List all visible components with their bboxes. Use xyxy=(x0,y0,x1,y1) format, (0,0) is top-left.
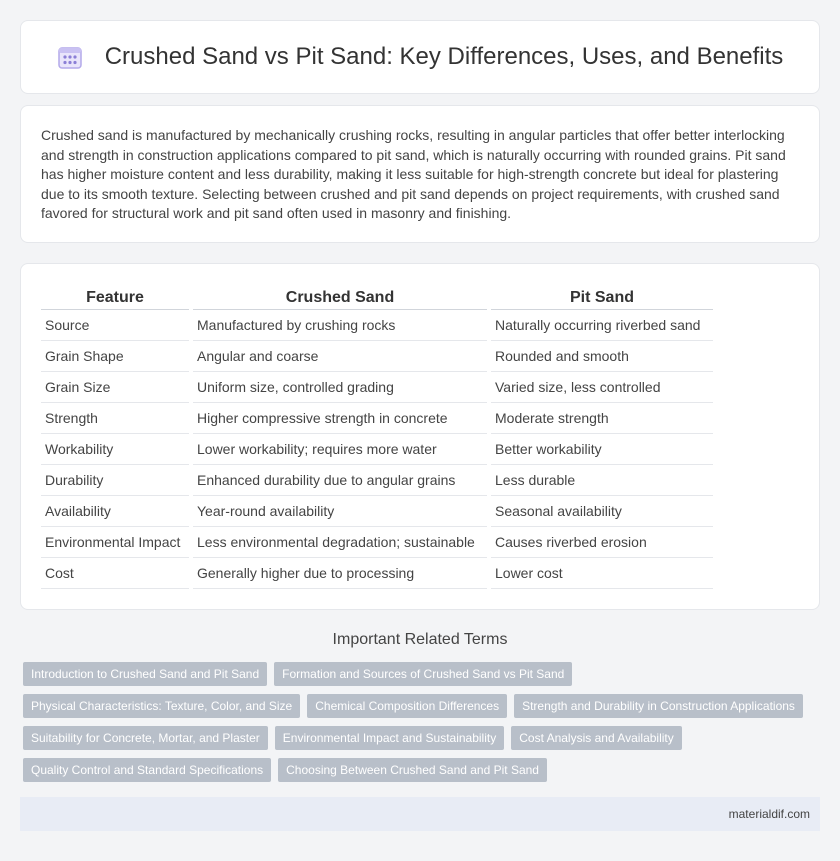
cell-pit: Less durable xyxy=(491,465,713,496)
related-terms-heading: Important Related Terms xyxy=(332,631,508,648)
related-term-tag[interactable]: Physical Characteristics: Texture, Color, and Size xyxy=(23,694,300,718)
header-crushed-sand: Crushed Sand xyxy=(193,287,487,310)
related-term-tag[interactable]: Choosing Between Crushed Sand and Pit Sand xyxy=(278,758,547,782)
cell-crushed: Generally higher due to processing xyxy=(193,558,487,589)
page-title: Crushed Sand vs Pit Sand: Key Differences, Uses, and Benefits xyxy=(104,43,784,70)
page-title-wrap xyxy=(57,43,784,71)
cell-feature: Grain Shape xyxy=(41,341,189,372)
cell-crushed: Enhanced durability due to angular grains xyxy=(193,465,487,496)
cell-pit: Seasonal availability xyxy=(491,496,713,527)
cell-feature: Cost xyxy=(41,558,189,589)
related-term-tag[interactable]: Cost Analysis and Availability xyxy=(511,726,682,750)
footer xyxy=(20,797,820,831)
cell-crushed: Uniform size, controlled grading xyxy=(193,372,487,403)
table-row xyxy=(41,558,713,589)
table-row xyxy=(41,527,713,558)
table-row xyxy=(41,372,713,403)
table-row xyxy=(41,403,713,434)
cell-pit: Moderate strength xyxy=(491,403,713,434)
related-term-tag[interactable]: Quality Control and Standard Specifications xyxy=(23,758,271,782)
table-row xyxy=(41,310,713,341)
table-row xyxy=(41,465,713,496)
cell-crushed: Lower workability; requires more water xyxy=(193,434,487,465)
related-terms-list xyxy=(23,662,823,790)
footer-site-link[interactable]: materialdif.com xyxy=(728,807,810,821)
title-card xyxy=(20,20,820,94)
cell-feature: Strength xyxy=(41,403,189,434)
comparison-table xyxy=(37,287,717,589)
related-term-tag[interactable]: Environmental Impact and Sustainability xyxy=(275,726,504,750)
related-term-tag[interactable]: Introduction to Crushed Sand and Pit Sand xyxy=(23,662,267,686)
cell-pit: Lower cost xyxy=(491,558,713,589)
cell-crushed: Less environmental degradation; sustainable xyxy=(193,527,487,558)
cell-pit: Naturally occurring riverbed sand xyxy=(491,310,713,341)
related-term-tag[interactable]: Suitability for Concrete, Mortar, and Plaster xyxy=(23,726,268,750)
cell-feature: Source xyxy=(41,310,189,341)
cell-feature: Durability xyxy=(41,465,189,496)
calendar-grid-icon xyxy=(57,44,83,70)
cell-pit: Rounded and smooth xyxy=(491,341,713,372)
cell-crushed: Manufactured by crushing rocks xyxy=(193,310,487,341)
cell-feature: Workability xyxy=(41,434,189,465)
related-term-tag[interactable]: Formation and Sources of Crushed Sand vs Pit Sand xyxy=(274,662,572,686)
cell-crushed: Higher compressive strength in concrete xyxy=(193,403,487,434)
cell-feature: Grain Size xyxy=(41,372,189,403)
cell-crushed: Year-round availability xyxy=(193,496,487,527)
table-header-row xyxy=(41,287,713,310)
cell-feature: Availability xyxy=(41,496,189,527)
cell-pit: Varied size, less controlled xyxy=(491,372,713,403)
table-row xyxy=(41,496,713,527)
table-row xyxy=(41,434,713,465)
related-term-tag[interactable]: Chemical Composition Differences xyxy=(307,694,507,718)
header-pit-sand: Pit Sand xyxy=(491,287,713,310)
cell-pit: Causes riverbed erosion xyxy=(491,527,713,558)
cell-pit: Better workability xyxy=(491,434,713,465)
related-term-tag[interactable]: Strength and Durability in Construction Applications xyxy=(514,694,803,718)
cell-crushed: Angular and coarse xyxy=(193,341,487,372)
header-feature: Feature xyxy=(41,287,189,310)
cell-feature: Environmental Impact xyxy=(41,527,189,558)
comparison-card xyxy=(20,263,820,610)
intro-card xyxy=(20,105,820,243)
intro-paragraph: Crushed sand is manufactured by mechanically crushing rocks, resulting in angular particles that offer better interlocking and strength in construction applications compared to pit sand, which is naturally occurring with rounded grains. Pit sand has higher moisture content and less durability, making it less suitable for high-strength concrete but ideal for plastering due to its smooth texture. Selecting between crushed and pit sand depends on project requirements, with crushed sand favored for structural work and pit sand often used in masonry and finishing. xyxy=(41,127,786,221)
table-row xyxy=(41,341,713,372)
